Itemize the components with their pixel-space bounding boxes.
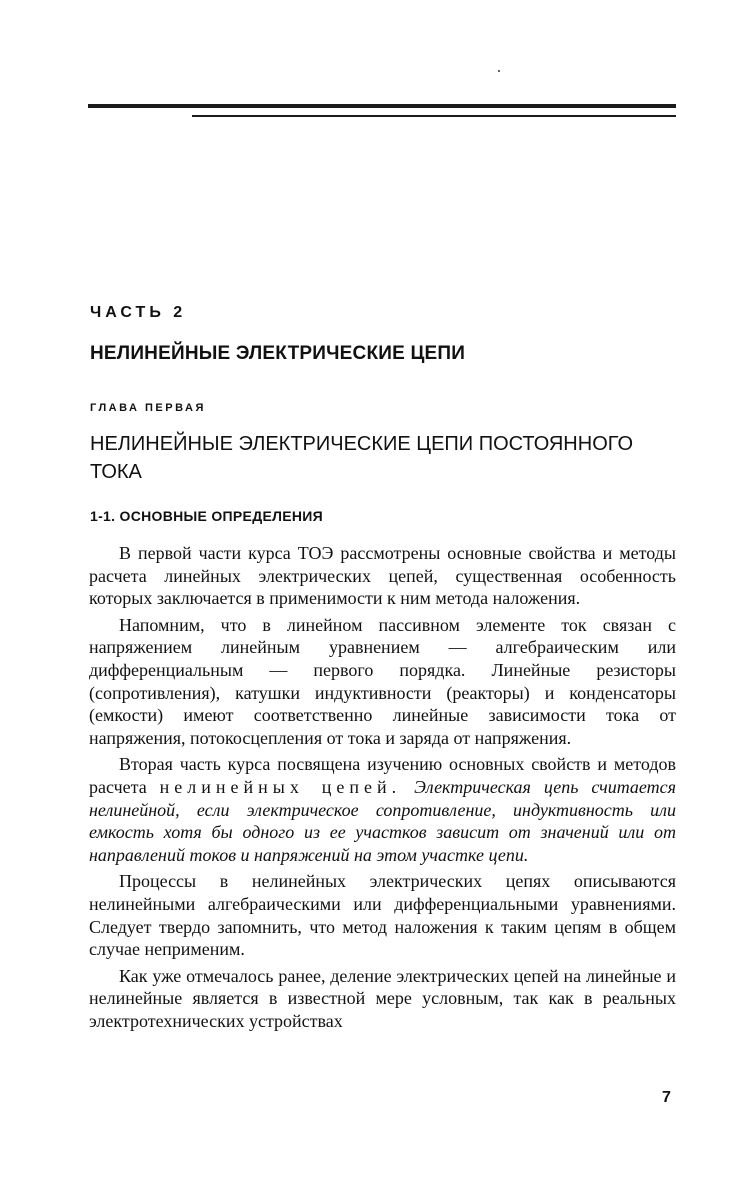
paragraph-3-definition: Электрическая цепь считается нелинейной, если электрическое сопротивление, индуктивность или емкость хотя бы одного из ее участков зависит от значений или от направлений токов и напряжений на этом участке цепи. [89,776,677,865]
paragraph-3-spaced: нелинейных цепей. [159,776,402,797]
part-label: ЧАСТЬ 2 [90,304,187,321]
paragraph-4: Процессы в нелинейных электрических цепях описываются нелинейными алгебраическими или дифференциальными уравнениями. Следует твердо запомнить, что метод наложения к таким цепям в общем случае неприменим. [89,871,676,960]
paragraph-3-lead: Вторая часть курса посвящена изучению основных свойств и методов расчета [89,754,676,797]
paragraph-2: Напомним, что в линейном пассивном элементе ток связан с напряжением линейным уравнением — алгебраическим или дифференциальным — первого порядка. Линейные резисторы (сопротивления), катушки индуктивности (реакторы) и конденсаторы (емкости) имеют соответственно линейные зависимости тока от напряжения, потокосцепления от тока и заряда от напряжения. [89,614,676,748]
body-text [89,542,676,1036]
top-rule-thick [88,104,676,108]
section-title: 1-1. ОСНОВНЫЕ ОПРЕДЕЛЕНИЯ [90,508,324,524]
chapter-title: НЕЛИНЕЙНЫЕ ЭЛЕКТРИЧЕСКИЕ ЦЕПИ ПОСТОЯННОГО ТОКА [90,433,634,483]
paragraph-5: Как уже отмечалось ранее, деление электрических цепей на линейные и нелинейные является в известной мере условным, так как в реальных электротехнических устройствах [89,965,676,1031]
paragraph-1: В первой части курса ТОЭ рассмотрены основные свойства и методы расчета линейных электрических цепей, существенная особенность которых заключается в применимости к ним метода наложения. [89,543,676,609]
top-rule-thin [192,115,676,117]
page-number: 7 [662,1089,671,1106]
part-title: НЕЛИНЕЙНЫЕ ЭЛЕКТРИЧЕСКИЕ ЦЕПИ [90,343,466,364]
scan-speck [498,70,500,72]
chapter-label: ГЛАВА ПЕРВАЯ [90,402,206,414]
paragraph-3 [89,753,676,866]
